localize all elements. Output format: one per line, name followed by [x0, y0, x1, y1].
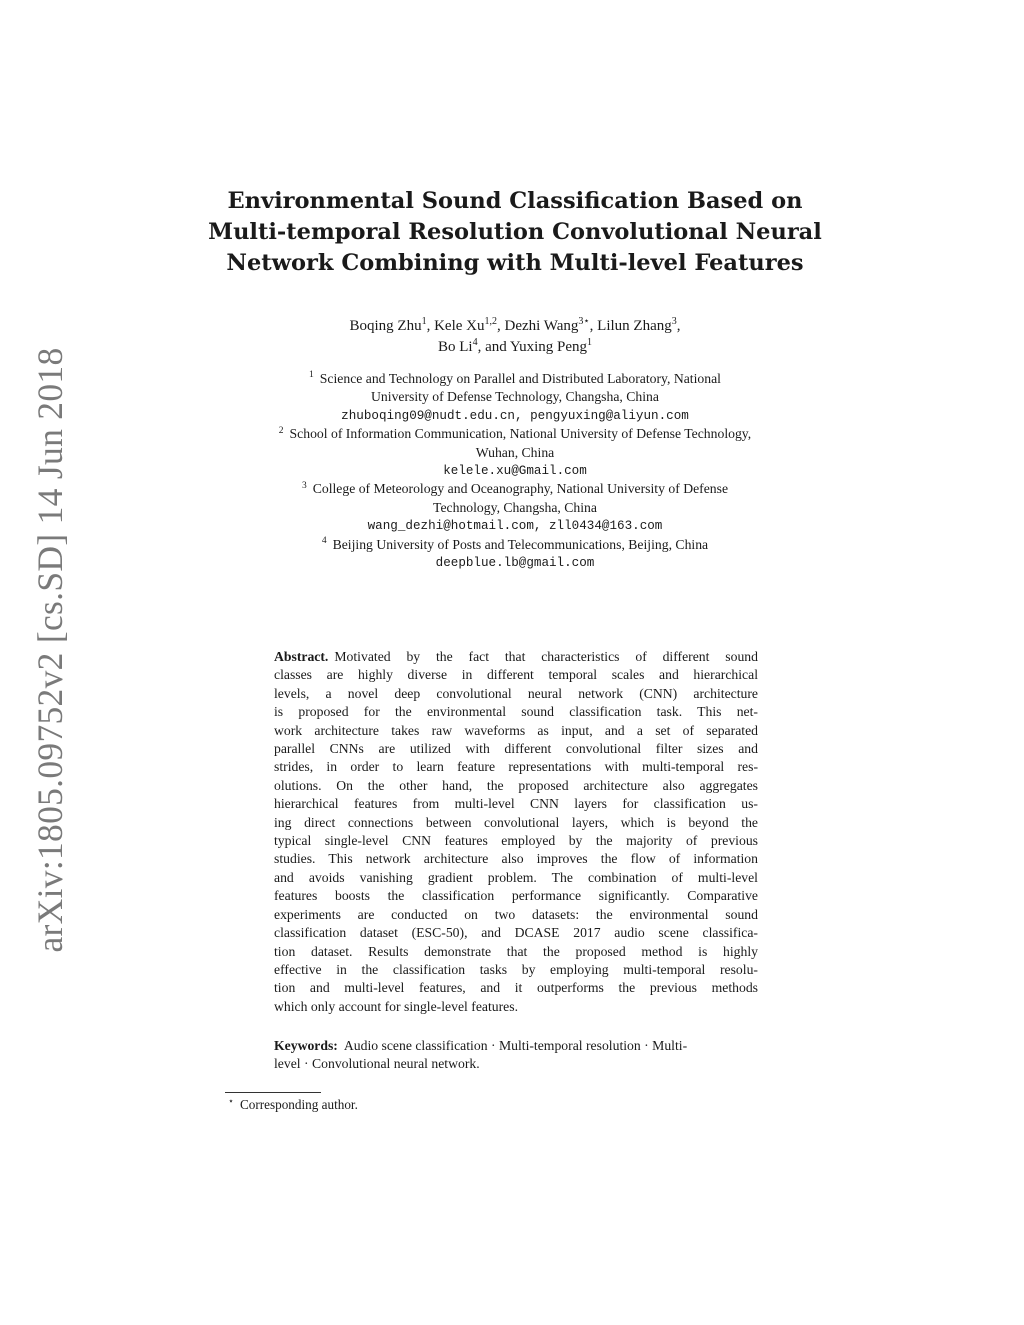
- keywords: [274, 1037, 768, 1074]
- affiliation-3-line-2: Technology, Changsha, China: [433, 499, 597, 515]
- footnote-text: Corresponding author.: [239, 1097, 358, 1112]
- affiliation-mark: 1: [309, 370, 314, 381]
- affiliation-3-line-1: $^3$ College of Meteorology and Oceanography, National University of Defense: [301, 480, 729, 497]
- abstract-line: classification dataset (ESC-50), and DCASE 2017 audio scene classifica-: [274, 925, 758, 941]
- author-line-1: Boqing Zhu$^1$, Kele Xu$^{1,2}$, Dezhi Wang$^{3⋆}$, Lilun Zhang$^3$,: [349, 316, 681, 334]
- author-affiliation-mark: 3: [671, 316, 677, 327]
- abstract-line: levels, a novel deep convolutional neural network (CNN) architecture: [274, 685, 758, 701]
- title-line-1: Environmental Sound Classification Based on: [227, 188, 803, 214]
- abstract-line: is proposed for the environmental sound classification task. This net-: [274, 704, 758, 720]
- title-line-3: Network Combining with Multi-level Features: [226, 250, 804, 276]
- abstract-label: Abstract.: [274, 649, 329, 664]
- keywords-line: level · Convolutional neural network.: [274, 1056, 480, 1072]
- abstract-line: work architecture takes raw waveforms as input, and a set of separated: [274, 722, 758, 738]
- title-line-2: Multi-temporal Resolution Convolutional Neural: [208, 219, 822, 245]
- affiliation-mark: 3: [301, 480, 307, 491]
- abstract-line: parallel CNNs are utilized with different convolutional filter sizes and: [274, 741, 758, 757]
- author-name: Bo Li: [437, 339, 473, 355]
- affiliation-2-line-2: Wuhan, China: [475, 444, 555, 460]
- affiliation-1-line-2: University of Defense Technology, Changsha, China: [371, 389, 659, 405]
- paper-title: [200, 186, 830, 279]
- affiliation-4-email: deepblue.lb@gmail.com: [435, 556, 595, 571]
- author-name: Lilun Zhang: [597, 318, 672, 334]
- footnote-corresponding-author: [228, 1096, 358, 1114]
- author-affiliation-mark: 1,2: [484, 316, 497, 327]
- abstract: [274, 648, 758, 1016]
- abstract-line: strides, in order to learn feature representations with multi-temporal res-: [274, 759, 758, 775]
- author-affiliation-mark: 1: [421, 316, 427, 327]
- abstract-line: tion and multi-level features, and it outperforms the previous methods: [274, 980, 758, 996]
- abstract-line: classes are highly diverse in different temporal scales and hierarchical: [274, 667, 758, 683]
- affiliation-3-email: wang_dezhi@hotmail.com, zll0434@163.com: [367, 519, 663, 534]
- abstract-line: Abstract. Motivated by the fact that characteristics of different sound: [274, 649, 758, 664]
- keywords-line: Keywords: Audio scene classification · Multi-temporal resolution · Multi-: [274, 1038, 688, 1053]
- affiliation-mark: 4: [321, 536, 327, 547]
- author-affiliation-mark: 3⋆: [578, 316, 590, 327]
- abstract-line: ing direct connections between convolutional layers, which is beyond the: [274, 814, 758, 830]
- abstract-line: hierarchical features from multi-level CNN layers for classification us-: [274, 796, 758, 812]
- author-line-2: Bo Li$^4$, and Yuxing Peng$^1$: [437, 337, 593, 355]
- author-affiliation-mark: 4: [472, 337, 478, 348]
- abstract-line: and avoids vanishing gradient problem. The combination of multi-level: [274, 869, 758, 885]
- affiliation-mark: 2: [278, 425, 284, 436]
- footnote-divider: [225, 1092, 321, 1093]
- abstract-line: effective in the classification tasks by employing multi-temporal resolu-: [274, 961, 758, 977]
- abstract-line: experiments are conducted on two datasets: the environmental sound: [274, 906, 758, 922]
- abstract-line: olutions. On the other hand, the proposed architecture also aggregates: [274, 777, 758, 793]
- affiliation-4-line-1: $^4$ Beijing University of Posts and Telecommunications, Beijing, China: [321, 536, 709, 552]
- author-affiliation-mark: 1: [587, 337, 593, 348]
- abstract-line: features boosts the classification performance significantly. Comparative: [274, 888, 758, 904]
- footnote-mark: ⋆: [228, 1096, 234, 1107]
- abstract-line: tion dataset. Results demonstrate that the proposed method is highly: [274, 943, 758, 959]
- affiliation-1-line-1: $^1$ Science and Technology on Parallel and Distributed Laboratory, National: [309, 370, 721, 386]
- arxiv-identifier: arXiv:1805.09752v2 [cs.SD] 14 Jun 2018: [30, 347, 70, 953]
- author-name: Kele Xu: [434, 318, 485, 334]
- keywords-label: Keywords:: [274, 1038, 338, 1053]
- author-name: Yuxing Peng: [509, 339, 588, 355]
- abstract-line: typical single-level CNN features employed by the majority of previous: [274, 833, 758, 849]
- author-name: Dezhi Wang: [504, 318, 579, 334]
- abstract-line: which only account for single-level features.: [274, 998, 519, 1014]
- author-name: Boqing Zhu: [349, 318, 422, 334]
- affiliation-2-email: kelele.xu@Gmail.com: [443, 464, 587, 479]
- affiliation-1-email: zhuboqing09@nudt.edu.cn, pengyuxing@aliyun.com: [341, 408, 689, 423]
- affiliation-list: [200, 370, 830, 572]
- affiliation-2-line-1: $^2$ School of Information Communication, National University of Defense Technology,: [278, 425, 752, 442]
- author-list: [200, 316, 830, 358]
- abstract-line: studies. This network architecture also improves the flow of information: [274, 851, 758, 867]
